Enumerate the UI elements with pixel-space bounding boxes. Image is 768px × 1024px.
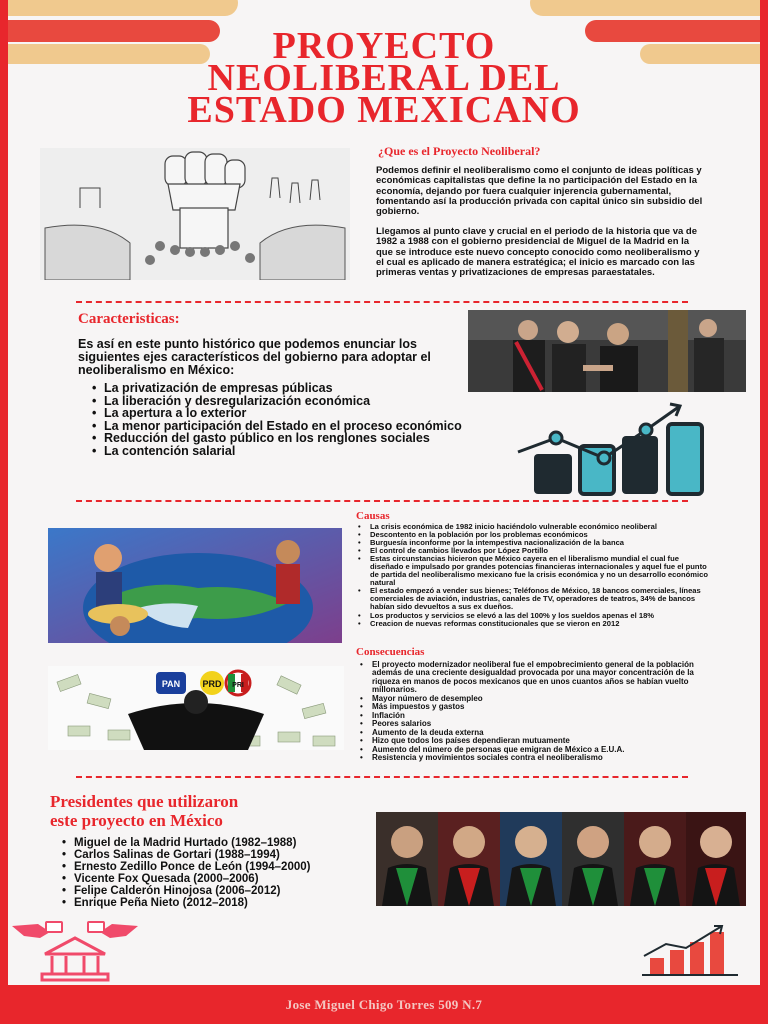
list-item: • La contención salarial bbox=[104, 445, 474, 458]
causas-list bbox=[370, 523, 712, 628]
list-item: • Creacion de nuevas reformas constitucionales que se vieron en 2012 bbox=[370, 620, 712, 628]
intro-paragraph-1: Podemos definir el neoliberalismo como el conjunto de ideas políticas y económicas capitalistas que define la no participación del Estado en la economía, dejando por fuera cualquier injerencia gubernamental, fomentando así la producción privada con capital único sin subsidio del gobierno. bbox=[376, 165, 703, 218]
list-item: • La menor participación del Estado en el proceso económico bbox=[104, 420, 474, 433]
intro-paragraph-2: Llegamos al punto clave y crucial en el periodo de la historia que va de 1982 a 1988 con el gobierno presidencial de Miguel de la Madrid en la que se introduce este nuevo concepto conocido como neoliberalismo y el cual es aplicado de manera estratégica; el inicio es marcado con las primeras ventas y privatizaciones de empresas paraestatales. bbox=[376, 226, 700, 279]
intro-heading: ¿Que es el Proyecto Neoliberal? bbox=[378, 144, 541, 158]
list-item: • Aumento del número de personas que emigran de México a E.U.A. bbox=[372, 746, 712, 754]
list-item: • Burguesía inconforme por la intempestiva nacionalización de la banca bbox=[370, 539, 712, 547]
list-item: • Aumento de la deuda externa bbox=[372, 729, 712, 737]
presidentes-heading-line-1: Presidentes que utilizaron bbox=[50, 792, 239, 811]
list-item: • El control de cambios llevados por López Portillo bbox=[370, 547, 712, 555]
pan-logo-text: PAN bbox=[161, 679, 181, 689]
presidents-portraits bbox=[376, 812, 746, 906]
list-item: • Los productos y servicios se elevó a las del 100% y los sueldos apenas el 18% bbox=[370, 612, 712, 620]
growth-chart-icon bbox=[640, 922, 740, 978]
list-item: • Peores salarios bbox=[372, 720, 712, 728]
divider-2 bbox=[76, 500, 688, 502]
list-item: • Resistencia y movimientos sociales contra el neoliberalismo bbox=[372, 754, 712, 762]
list-item: • El estado empezó a vender sus bienes; Teléfonos de México, 18 bancos comerciales, líneas comerciales de aviación, industrias, canales de TV, operadores de teatros, 34% de bancos habían sido devueltos a sus ex dueños. bbox=[370, 587, 712, 611]
list-item: • Estas circunstancias hicieron que México cayera en el liberalismo mundial el cual fue diseñado e impulsado por grandes potencias financieras internacionales y aquel fue el punto de partida del neoliberalismo mexicano fue la crisis económica y no un desarrollo económico natural bbox=[370, 555, 712, 587]
list-item: • Reducción del gasto público en los renglones sociales bbox=[104, 432, 474, 445]
consecuencias-list bbox=[372, 661, 712, 762]
title-line-3: ESTADO MEXICANO bbox=[187, 89, 581, 131]
svg-text:PRD: PRD bbox=[202, 679, 222, 689]
list-item: • La apertura a lo exterior bbox=[104, 407, 474, 420]
top-left-band-tan bbox=[0, 0, 238, 16]
list-item: • Miguel de la Madrid Hurtado (1982–1988) bbox=[74, 838, 374, 850]
footer-author: Jose Miguel Chigo Torres 509 N.7 bbox=[0, 985, 768, 1024]
list-item: • Vicente Fox Quesada (2000–2006) bbox=[74, 874, 374, 886]
raised-fist-illustration bbox=[40, 148, 350, 280]
caracteristicas-heading: Caracteristicas: bbox=[78, 311, 180, 327]
presidential-handshake-photo bbox=[468, 310, 746, 392]
caracteristicas-intro: Es así en este punto histórico que podemos enunciar los siguientes ejes característicos del gobierno para adoptar el neoliberalismo en México: bbox=[78, 337, 431, 378]
divider-3 bbox=[76, 776, 688, 778]
bar-chart-growth-icon bbox=[508, 398, 708, 498]
list-item: • La privatización de empresas públicas bbox=[104, 382, 474, 395]
causas-heading: Causas bbox=[356, 510, 390, 522]
caracteristicas-list bbox=[104, 382, 474, 458]
list-item: • Más impuestos y gastos bbox=[372, 703, 712, 711]
list-item: • La crisis económica de 1982 inicio haciéndolo vulnerable económico neoliberal bbox=[370, 523, 712, 531]
right-rail bbox=[760, 0, 768, 1024]
svg-text:PRI: PRI bbox=[232, 682, 244, 689]
list-item: • Felipe Calderón Hinojosa (2006–2012) bbox=[74, 886, 374, 898]
list-item: • Carlos Salinas de Gortari (1988–1994) bbox=[74, 850, 374, 862]
list-item: • Descontento en la población por los problemas económicos bbox=[370, 531, 712, 539]
title-line-1: PROYECTO bbox=[272, 25, 496, 67]
bank-icon bbox=[10, 918, 140, 984]
list-item: • Inflación bbox=[372, 712, 712, 720]
left-rail bbox=[0, 0, 8, 1024]
presidentes-heading-line-2: este proyecto en México bbox=[50, 811, 223, 830]
list-item: • Ernesto Zedillo Ponce de León (1994–2000) bbox=[74, 862, 374, 874]
list-item: • El proyecto modernizador neoliberal fue el empobrecimiento general de la población además de una creciente desigualdad provocada por una mayor concentración de la riqueza en manos de pocos mexicanos que en unos cuantos años se habían vuelto millonarios. bbox=[372, 661, 712, 695]
poster-title bbox=[40, 25, 728, 131]
list-item: • Mayor número de desempleo bbox=[372, 695, 712, 703]
list-item: • Enrique Peña Nieto (2012–2018) bbox=[74, 898, 374, 910]
globe-illustration bbox=[48, 528, 342, 643]
list-item: • Hizo que todos los países dependieran mutuamente bbox=[372, 737, 712, 745]
hands-money-icon bbox=[12, 922, 138, 938]
title-line-2: NEOLIBERAL DEL bbox=[207, 57, 561, 99]
party-money-illustration bbox=[48, 666, 344, 750]
list-item: • La liberación y desregularización económica bbox=[104, 395, 474, 408]
presidentes-list bbox=[74, 838, 374, 909]
divider-1 bbox=[76, 301, 688, 303]
top-right-band-tan bbox=[530, 0, 768, 16]
consecuencias-heading: Consecuencias bbox=[356, 646, 425, 658]
presidentes-heading bbox=[50, 792, 238, 830]
